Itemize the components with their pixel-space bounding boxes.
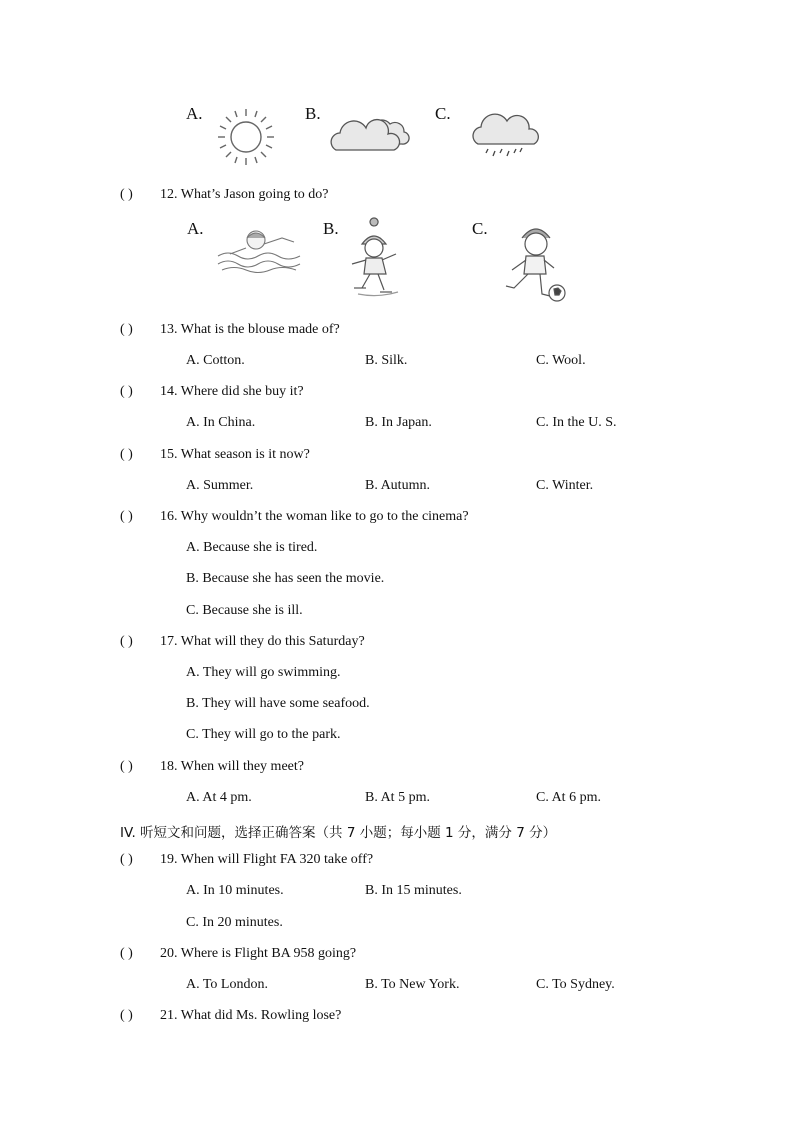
q12-option-a-label: A.	[187, 219, 204, 238]
q13-question: 13. What is the blouse made of?	[160, 322, 340, 337]
q12-paren[interactable]: ( )	[120, 187, 133, 202]
swimming-boy-icon	[216, 226, 302, 272]
q19-option-c[interactable]: C. In 20 minutes.	[186, 915, 283, 930]
q20-option-a[interactable]: A. To London.	[186, 977, 268, 992]
q21-paren[interactable]: ( )	[120, 1008, 133, 1023]
cloudy-icon	[328, 108, 408, 154]
q11-option-c-label: C.	[435, 104, 451, 123]
q18-paren[interactable]: ( )	[120, 759, 133, 774]
q20-option-c[interactable]: C. To Sydney.	[536, 977, 615, 992]
q17-option-a[interactable]: A. They will go swimming.	[186, 665, 341, 680]
q20-paren[interactable]: ( )	[120, 946, 133, 961]
q16-option-a[interactable]: A. Because she is tired.	[186, 540, 318, 555]
q17-option-b[interactable]: B. They will have some seafood.	[186, 696, 370, 711]
q18-option-b[interactable]: B. At 5 pm.	[365, 790, 430, 805]
q17-question: 17. What will they do this Saturday?	[160, 634, 365, 649]
q11-option-a-label: A.	[186, 104, 203, 123]
q15-question: 15. What season is it now?	[160, 447, 310, 462]
q19-question: 19. When will Flight FA 320 take off?	[160, 852, 374, 867]
q11-option-b-label: B.	[305, 104, 321, 123]
q16-option-b[interactable]: B. Because she has seen the movie.	[186, 571, 385, 586]
q12-question: 12. What’s Jason going to do?	[160, 187, 329, 202]
q12-option-c-label: C.	[472, 219, 488, 238]
q18-option-a[interactable]: A. At 4 pm.	[186, 790, 252, 805]
q16-question: 16. Why wouldn’t the woman like to go to the cinema?	[160, 509, 469, 524]
q18-option-c[interactable]: C. At 6 pm.	[536, 790, 601, 805]
q15-option-a[interactable]: A. Summer.	[186, 478, 254, 493]
q14-option-a[interactable]: A. In China.	[186, 415, 256, 430]
q12-option-b-label: B.	[323, 219, 339, 238]
q19-option-b[interactable]: B. In 15 minutes.	[365, 883, 462, 898]
q20-option-b[interactable]: B. To New York.	[365, 977, 460, 992]
q21-question: 21. What did Ms. Rowling lose?	[160, 1008, 342, 1023]
q14-paren[interactable]: ( )	[120, 384, 133, 399]
q17-option-c[interactable]: C. They will go to the park.	[186, 727, 341, 742]
q19-paren[interactable]: ( )	[120, 852, 133, 867]
q17-paren[interactable]: ( )	[120, 634, 133, 649]
football-boy-icon	[500, 222, 572, 304]
q14-question: 14. Where did she buy it?	[160, 384, 304, 399]
skating-boy-icon	[344, 222, 408, 300]
q13-option-c[interactable]: C. Wool.	[536, 353, 586, 368]
q16-paren[interactable]: ( )	[120, 509, 133, 524]
q14-option-b[interactable]: B. In Japan.	[365, 415, 432, 430]
q13-paren[interactable]: ( )	[120, 322, 133, 337]
q18-question: 18. When will they meet?	[160, 759, 304, 774]
section-iv-heading: IV. 听短文和问题，选择正确答案（共 7 小题；每小题 1 分，满分 7 分）	[120, 825, 557, 841]
q13-option-b[interactable]: B. Silk.	[365, 353, 408, 368]
q20-question: 20. Where is Flight BA 958 going?	[160, 946, 357, 961]
q15-option-c[interactable]: C. Winter.	[536, 478, 594, 493]
q15-paren[interactable]: ( )	[120, 447, 133, 462]
q15-option-b[interactable]: B. Autumn.	[365, 478, 430, 493]
q19-option-a[interactable]: A. In 10 minutes.	[186, 883, 284, 898]
sun-icon	[214, 106, 278, 170]
rain-icon	[470, 108, 540, 160]
q14-option-c[interactable]: C. In the U. S.	[536, 415, 617, 430]
q16-option-c[interactable]: C. Because she is ill.	[186, 603, 303, 618]
q13-option-a[interactable]: A. Cotton.	[186, 353, 245, 368]
